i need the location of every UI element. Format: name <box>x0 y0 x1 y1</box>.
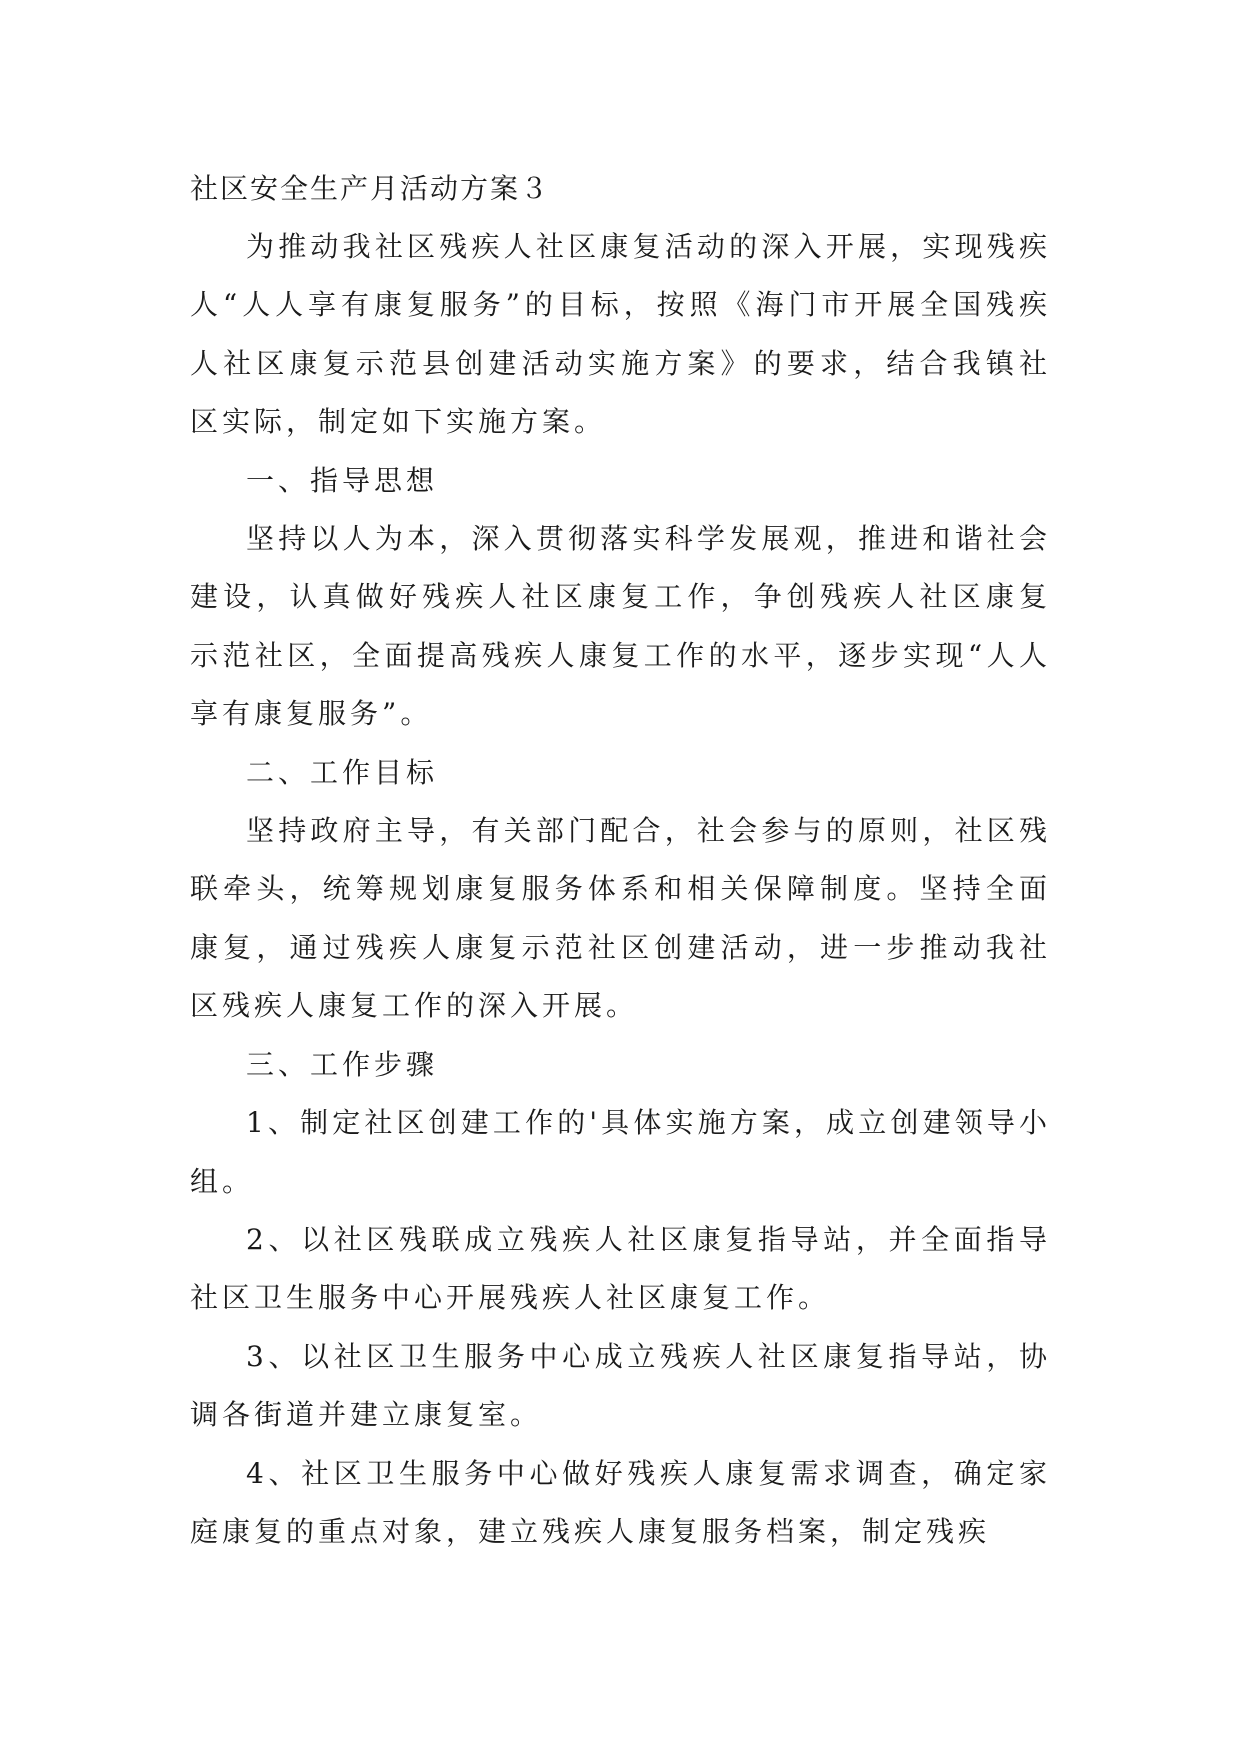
work-goals-paragraph: 坚持政府主导，有关部门配合，社会参与的原则，社区残联牵头，统筹规划康复服务体系和相关保障制度。坚持全面康复，通过残疾人康复示范社区创建活动，进一步推动我社区残疾人康复工作的深入开展。 <box>190 814 1051 1023</box>
step-3-paragraph: 3、以社区卫生服务中心成立残疾人社区康复指导站，协调各街道并建立康复室。 <box>190 1339 1051 1432</box>
intro-paragraph: 为推动我社区残疾人社区康复活动的深入开展，实现残疾人“人人享有康复服务”的目标，按照《海门市开展全国残疾人社区康复示范县创建活动实施方案》的要求，结合我镇社区实际，制定如下实施方案。 <box>190 230 1051 439</box>
guiding-ideology-paragraph: 坚持以人为本，深入贯彻落实科学发展观，推进和谐社会建设，认真做好残疾人社区康复工作，争创残疾人社区康复示范社区，全面提高残疾人康复工作的水平，逐步实现“人人享有康复服务”。 <box>190 522 1051 731</box>
section-heading-work-steps: 三、工作步骤 <box>246 1047 439 1081</box>
section-heading-work-goals: 二、工作目标 <box>246 755 439 789</box>
document-title: 社区安全生产月活动方案３ <box>190 172 551 205</box>
step-2-paragraph: 2、以社区残联成立残疾人社区康复指导站，并全面指导社区卫生服务中心开展残疾人社区康复工作。 <box>190 1222 1051 1315</box>
step-1-paragraph: 1、制定社区创建工作的'具体实施方案，成立创建领导小组。 <box>190 1106 1051 1198</box>
step-4-paragraph: 4、社区卫生服务中心做好残疾人康复需求调查，确定家庭康复的重点对象，建立残疾人康复服务档案，制定残疾 <box>190 1456 1051 1548</box>
section-heading-guiding-ideology: 一、指导思想 <box>246 463 439 497</box>
document-body <box>190 160 1051 1561</box>
document-blocks <box>190 218 1051 1561</box>
